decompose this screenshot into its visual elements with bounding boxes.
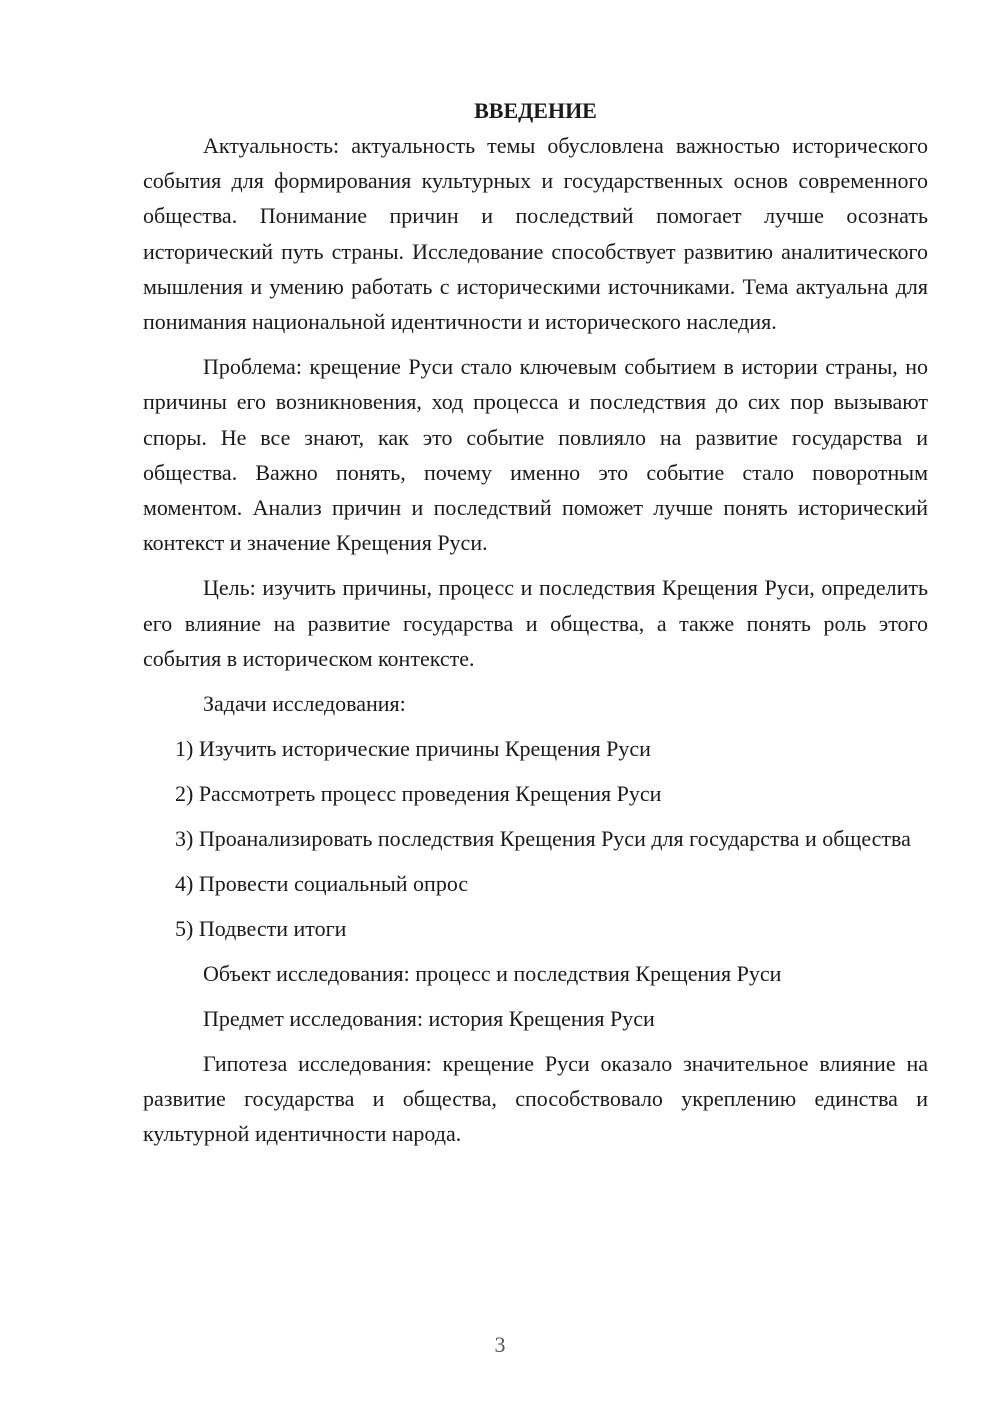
research-object: Объект исследования: процесс и последствия Крещения Руси <box>203 961 782 987</box>
goal-paragraph: Цель: изучить причины, процесс и последствия Крещения Руси, определить его влияние на развитие государства и общества, а также понять роль этого события в историческом контексте. <box>143 575 928 671</box>
problem-paragraph: Проблема: крещение Руси стало ключевым событием в истории страны, но причины его возникновения, ход процесса и последствия до сих пор вызывают споры. Не все знают, как это событие повлияло на развитие государства и общества. Важно понять, почему именно это событие стало поворотным моментом. Анализ причин и последствий поможет лучше понять исторический контекст и значение Крещения Руси. <box>143 354 928 556</box>
relevance-paragraph: Актуальность: актуальность темы обусловлена важностью исторического события для формирования культурных и государственных основ современного общества. Понимание причин и последствий помогает лучше осознать исторический путь страны. Исследование способствует развитию аналитического мышления и умению работать с историческими источниками. Тема актуальна для понимания национальной идентичности и исторического наследия. <box>143 133 928 335</box>
tasks-title: Задачи исследования: <box>203 691 406 717</box>
hypothesis-paragraph: Гипотеза исследования: крещение Руси оказало значительное влияние на развитие государства и общества, способствовало укреплению единства и культурной идентичности народа. <box>143 1051 928 1147</box>
task-item-1: 1) Изучить исторические причины Крещения Руси <box>175 736 651 762</box>
document-page <box>143 93 928 1152</box>
research-subject: Предмет исследования: история Крещения Руси <box>203 1006 655 1032</box>
page-number: 3 <box>494 1332 506 1357</box>
task-item-4: 4) Провести социальный опрос <box>175 871 469 897</box>
section-heading: ВВЕДЕНИЕ <box>474 98 597 123</box>
task-item-3: 3) Проанализировать последствия Крещения Руси для государства и общества <box>175 826 911 852</box>
task-item-5: 5) Подвести итоги <box>175 916 347 942</box>
task-item-2: 2) Рассмотреть процесс проведения Крещения Руси <box>175 781 662 807</box>
